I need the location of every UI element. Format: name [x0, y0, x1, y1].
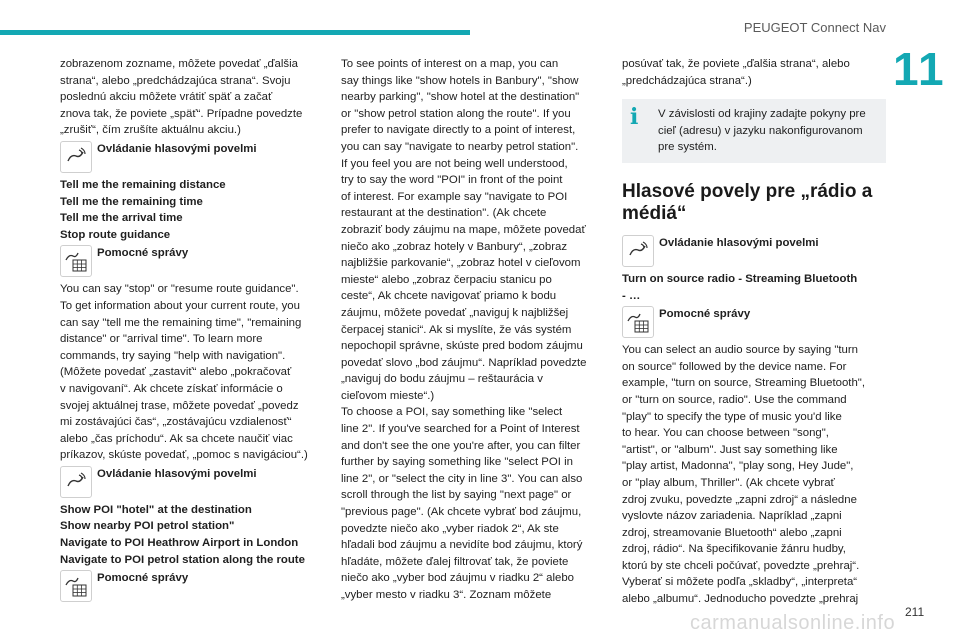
- column-1: [60, 56, 322, 606]
- info-text: V závislosti od krajiny zadajte pokyny pre cieľ (adresu) v jazyku nakonfigurovanom pre systém.: [658, 108, 866, 154]
- help-message-label: Pomocné správy: [97, 572, 189, 585]
- voice-command-label: Ovládanie hlasovými povelmi: [97, 467, 257, 480]
- help-message-heading: [60, 245, 322, 277]
- chapter-number: 11: [893, 43, 946, 95]
- voice-command-label: Ovládanie hlasovými povelmi: [659, 236, 819, 249]
- help-message-label: Pomocné správy: [97, 247, 189, 260]
- command-list: Show POI "hotel" at the destination Show nearby POI petrol station" Navigate to POI Heathrow Airport in London Navigate to POI petrol station along the route: [60, 503, 305, 566]
- help-message-label: Pomocné správy: [659, 308, 751, 321]
- help-message-heading: [60, 570, 322, 602]
- command-list: Tell me the remaining distance Tell me the remaining time Tell me the arrival time Stop route guidance: [60, 178, 226, 241]
- voice-command-label: Ovládanie hlasovými povelmi: [97, 142, 257, 155]
- voice-command-heading: [60, 141, 322, 173]
- page-number: 211: [905, 605, 925, 619]
- help-message-icon: [622, 306, 654, 338]
- help-message-icon: [60, 570, 92, 602]
- header-title: PEUGEOT Connect Nav: [743, 20, 886, 35]
- steering-wheel-voice-icon: [60, 466, 92, 498]
- command-list: Turn on source radio - Streaming Bluetooth - …: [622, 272, 858, 302]
- column-2: [341, 56, 601, 604]
- steering-wheel-voice-icon: [622, 235, 654, 267]
- paragraph: You can say "stop" or "resume route guidance". To get information about your current route, you can say "tell me the remaining time", "remaining distance" or "arrival time". To learn more commands, try saying "help with navigation". (Môžete povedať „zastaviť“ alebo „pokračovať v navigovaní“. Ak chcete získať informácie o svojej aktuálnej trase, môžete povedať „povedz mi zostávajúci čas“, „zostávajúcu vzdialenosť“ alebo „čas príchodu“. Ak sa chcete naučiť viac príkazov, skúste povedať, „pomoc s navigáciou“.): [60, 283, 308, 462]
- help-message-icon: [60, 245, 92, 277]
- paragraph: To see points of interest on a map, you can say things like "show hotels in Banbury", "show nearby parking", "show hotel at the destination" or "show petrol station along the route". If you prefer to navigate directly to a point of interest, you can say "navigate to nearby petrol station". If you feel you are not being well understood, try to say the word "POI" in front of the point of interest. For example say "navigate to POI restaurant at the destination". (Ak chcete zobraziť body záujmu na mape, môžete povedať niečo ako „zobraz hotely v Banbury“, „zobraz najbližšie parkovanie“, „zobraz hotel v cieľovom mieste“ alebo „zobraz čerpaciu stanicu po ceste“, Ak chcete navigovať priamo k bodu záujmu, môžete povedať „naviguj k najbližšej čerpacej stanici“. Ak si myslíte, že vás systém nepochopil správne, skúste pred bodom záujmu povedať slovo „bod záujmu“. Napríklad povedzte „naviguj do bodu záujmu – reštaurácia v cieľovom mieste“.) To choose a POI, say something like "select line 2". If you've searched for a Point of Interest and don't see the one you're after, you can filter further by saying something like "select POI in line 2", or "select the city in line 3". You can also scroll through the list by saying "next page" or "previous page". (Ak chcete vybrať bod záujmu, povedzte niečo ako „vyber riadok 2“, Ak ste hľadali bod záujmu a nevidíte bod záujmu, ktorý hľadáte, môžete ďalej filtrovať tak, že poviete niečo ako „vyber bod záujmu v riadku 2“ alebo „vyber mesto v riadku 3“. Zoznam môžete: [341, 58, 587, 601]
- watermark: carmanualsonline.info: [690, 612, 896, 634]
- paragraph: You can select an audio source by saying "turn on source" followed by the device name. For example, "turn on source, Streaming Bluetooth", or "turn on source, radio". Use the command "play" to specify the type of music you'd like to hear. You can choose between "song", "artist", or "album". Just say something like "play artist, Madonna", "play song, Hey Jude", or "play album, Thriller". (Ak chcete vybrať zdroj zvuku, povedzte „zapni zdroj“ a následne vyslovte názov zariadenia. Napríklad „zapni zdroj, streamovanie Bluetooth“ alebo „zapni zdroj, rádio“. Na špecifikovanie žánru hudby, ktorú by ste chceli počúvať, povedzte „prehraj“. Vyberať si môžete podľa „skladby“, „interpreta“ alebo „albumu“. Jednoducho povedzte „prehraj: [622, 344, 865, 606]
- info-icon: i: [630, 104, 639, 131]
- paragraph: posúvať tak, že poviete „ďalšia strana“, alebo „predchádzajúca strana“.): [622, 58, 850, 87]
- voice-command-heading: [622, 235, 886, 267]
- info-box: [622, 99, 886, 163]
- header-accent-bar: [0, 30, 470, 35]
- help-message-heading: [622, 306, 886, 338]
- column-3: [622, 56, 886, 608]
- paragraph: zobrazenom zozname, môžete povedať „ďalšia strana“, alebo „predchádzajúca strana“. Svoju poslednú akciu môžete vrátiť späť a začať znova tak, že poviete „späť“. Prípadne povedzte „zrušiť“, čím zrušíte aktuálnu akciu.): [60, 58, 303, 137]
- voice-command-heading: [60, 466, 322, 498]
- steering-wheel-voice-icon: [60, 141, 92, 173]
- section-heading: Hlasové povely pre „rádio a médiá“: [622, 180, 873, 224]
